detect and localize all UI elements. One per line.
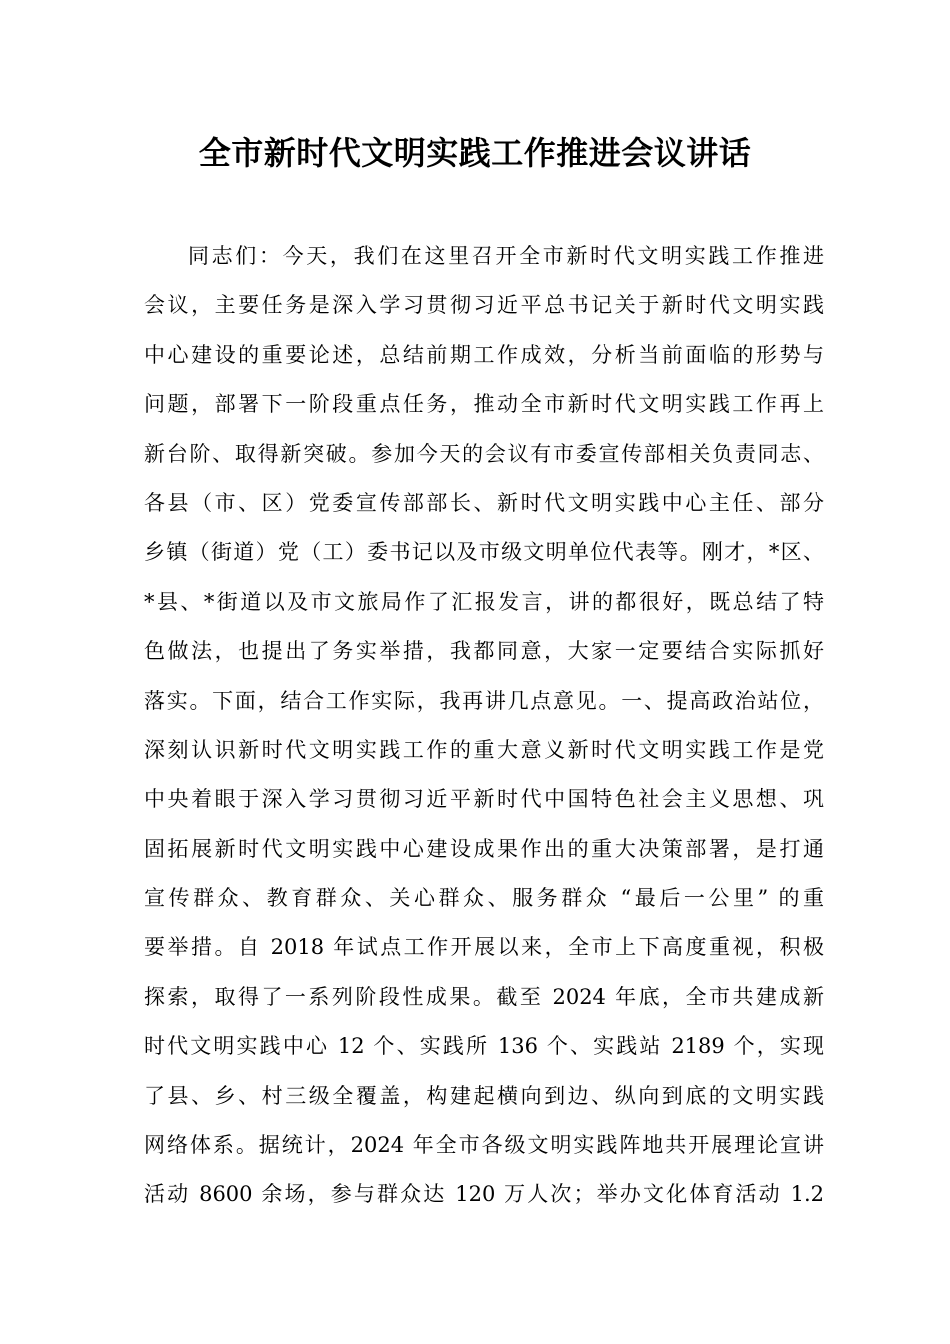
paragraph-line: 时代文明实践中心 12 个、实践所 136 个、实践站 2189 个，实现 (144, 1034, 824, 1059)
paragraph-line: 探索，取得了一系列阶段性成果。截至 2024 年底，全市共建成新 (144, 984, 824, 1009)
paragraph-line: 落实。下面，结合工作实际，我再讲几点意见。一、提高政治站位， (144, 688, 824, 713)
paragraph-line: 会议，主要任务是深入学习贯彻习近平总书记关于新时代文明实践 (144, 293, 824, 318)
paragraph-line: *县、*街道以及市文旅局作了汇报发言，讲的都很好，既总结了特 (144, 589, 824, 614)
paragraph-line: 了县、乡、村三级全覆盖，构建起横向到边、纵向到底的文明实践 (144, 1083, 824, 1108)
paragraph-line: 深刻认识新时代文明实践工作的重大意义新时代文明实践工作是党 (144, 737, 824, 762)
paragraph-line: 网络体系。据统计，2024 年全市各级文明实践阵地共开展理论宣讲 (144, 1133, 824, 1158)
document-title: 全市新时代文明实践工作推进会议讲话 (198, 134, 752, 172)
paragraph-line: 新台阶、取得新突破。参加今天的会议有市委宣传部相关负责同志、 (144, 441, 824, 466)
paragraph-line: 各县（市、区）党委宣传部部长、新时代文明实践中心主任、部分 (144, 490, 824, 515)
paragraph-line: 活动 8600 余场，参与群众达 120 万人次；举办文化体育活动 1.2 (144, 1182, 824, 1207)
paragraph-line: 问题，部署下一阶段重点任务，推动全市新时代文明实践工作再上 (144, 392, 824, 417)
paragraph-line: 固拓展新时代文明实践中心建设成果作出的重大决策部署，是打通 (144, 836, 824, 861)
paragraph-line: 中心建设的重要论述，总结前期工作成效，分析当前面临的形势与 (144, 342, 824, 367)
paragraph-line: 同志们：今天，我们在这里召开全市新时代文明实践工作推进 (188, 244, 824, 268)
paragraph-line: 中央着眼于深入学习贯彻习近平新时代中国特色社会主义思想、巩 (144, 787, 824, 812)
paragraph-line: 乡镇（街道）党（工）委书记以及市级文明单位代表等。刚才，*区、 (144, 540, 824, 565)
paragraph-line: 色做法，也提出了务实举措，我都同意，大家一定要结合实际抓好 (144, 639, 824, 664)
paragraph-line: 宣传群众、教育群众、关心群众、服务群众 “最后一公里” 的重 (144, 886, 824, 911)
paragraph-line: 要举措。自 2018 年试点工作开展以来，全市上下高度重视，积极 (144, 935, 824, 960)
document-body (144, 232, 824, 1220)
